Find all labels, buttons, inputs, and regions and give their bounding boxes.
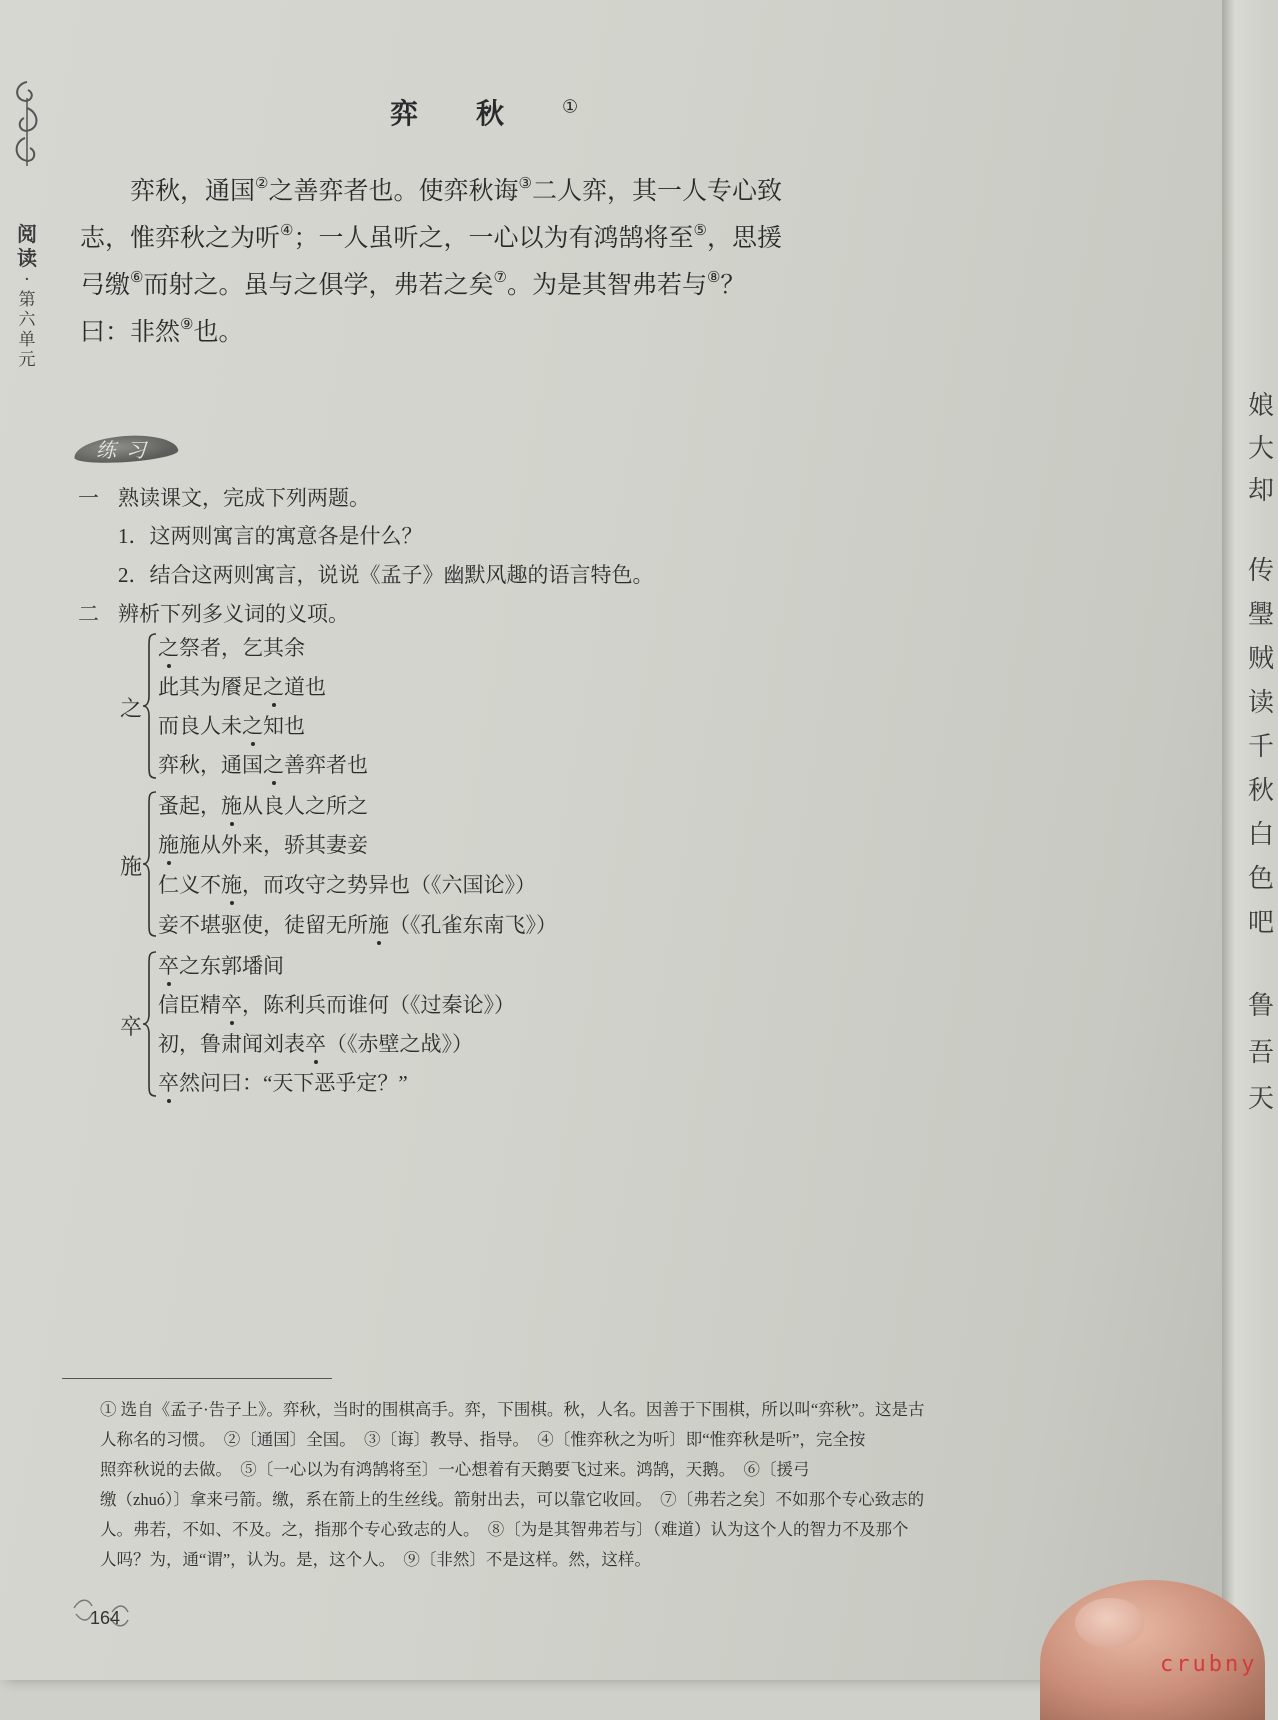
footnote-line: 人称名的习惯。 ②〔通国〕全国。 ③〔诲〕教导、指导。 ④〔惟弈秋之为听〕即“惟弈秋是听”，完全按 [100, 1430, 866, 1449]
group-item: 初，鲁肃闻刘表卒（《赤壁之战》） [158, 1028, 473, 1058]
group-item: 仁义不施，而攻守之势异也（《六国论》） [158, 869, 536, 899]
footnote-line: 人吗？为，通“谓”，认为。是，这个人。 ⑨〔非然〕不是这样。然，这样。 [100, 1550, 651, 1569]
body-line [80, 168, 875, 215]
body-line [80, 215, 875, 262]
fingernail-photo [1075, 1598, 1145, 1648]
footnote-divider [62, 1378, 332, 1379]
group-char: 施 [120, 855, 143, 880]
question-one [78, 482, 370, 512]
exercise-badge-label: 练习 [96, 438, 156, 462]
edge-char: 鲁 [1248, 991, 1275, 1021]
edge-char: 贼 [1248, 644, 1275, 674]
exercise-badge [74, 430, 178, 464]
title-note-marker: ① [562, 96, 579, 118]
title-text: 弈秋 [390, 97, 563, 130]
group-item: 卒之东郭墦间 [158, 950, 284, 980]
edge-char: 传 [1248, 556, 1275, 586]
footnote-line: 缴（zhuó）〕拿来弓箭。缴，系在箭上的生丝线。箭射出去，可以靠它收回。 ⑦〔弗若之矣〕不如那个专心致志的 [100, 1490, 925, 1509]
edge-char: 娘 [1248, 391, 1275, 421]
body-line [80, 262, 875, 309]
footnote-line: ① 选自《孟子·告子上》。弈秋，当时的围棋高手。弈，下围棋。秋，人名。因善于下围棋，所以叫“弈秋”。这是古 [100, 1400, 925, 1419]
edge-char: 读 [1248, 688, 1275, 718]
question-number: 二 [78, 602, 99, 626]
group-item: 卒然问曰：“天下恶乎定？” [158, 1067, 408, 1097]
body-text-segment: 志，惟弈秋之为听 [80, 225, 281, 252]
group-char: 之 [120, 697, 143, 722]
question-text: 辨析下列多义词的义项。 [118, 602, 349, 626]
edge-char: 秋 [1248, 776, 1275, 806]
body-text-segment: ，思援 [706, 225, 782, 252]
question-number: 一 [78, 486, 99, 510]
body-text-segment: 二人弈，其一人专心致 [531, 178, 782, 205]
edge-char: 天 [1248, 1084, 1275, 1114]
group-item: 之祭者，乞其余 [158, 632, 305, 662]
edge-char: 吾 [1248, 1038, 1275, 1068]
footnote-line: 人。弗若，不如、不及。之，指那个专心致志的人。 ⑧〔为是其智弗若与〕（难道）认为这个人的智力不及那个 [100, 1520, 909, 1539]
unit-label-main: 阅读 [17, 222, 37, 270]
note-marker: ④ [280, 223, 294, 239]
edge-char: 大 [1248, 434, 1275, 464]
question-text: 熟读课文，完成下列两题。 [118, 486, 370, 510]
sub-question: 1．这两则寓言的寓意各是什么？ [118, 524, 423, 548]
note-marker: ③ [518, 176, 532, 192]
group-item: 而良人未之知也 [158, 710, 305, 740]
unit-label [16, 222, 38, 370]
body-text-segment: 之善弈者也。使弈秋诲 [268, 178, 519, 205]
footnote-line: 照弈秋说的去做。 ⑤〔一心以为有鸿鹄将至〕一心想着有天鹅要飞过来。鸿鹄，天鹅。 ⑥〔援弓 [100, 1460, 810, 1479]
body-text-segment: 而射之。虽与之俱学，弗若之矣 [143, 272, 494, 299]
body-text-segment: 曰：非然 [80, 319, 181, 346]
body-text-segment: 也。 [193, 319, 244, 346]
note-marker: ⑤ [693, 223, 707, 239]
group-char: 卒 [120, 1015, 143, 1040]
edge-char: 千 [1248, 732, 1275, 762]
group-item: 蚤起，施从良人之所之 [158, 790, 368, 820]
edge-char: 却 [1248, 476, 1275, 506]
sub-question: 2．结合这两则寓言，说说《孟子》幽默风趣的语言特色。 [118, 563, 654, 587]
body-text-segment: ？ [720, 272, 746, 299]
body-paragraph [80, 168, 875, 356]
edge-char: 吧 [1248, 908, 1275, 938]
page-title [390, 92, 578, 132]
brace-icon [142, 950, 158, 1098]
brace-icon [142, 632, 158, 780]
edge-char: 色 [1248, 864, 1275, 894]
note-marker: ⑧ [706, 270, 721, 286]
group-item: 弈秋，通国之善弈者也 [158, 749, 368, 779]
group-item: 施施从外来，骄其妻妾 [158, 829, 368, 859]
body-text-segment: 弓缴 [80, 272, 131, 299]
scroll-ornament-icon [10, 78, 44, 170]
watermark: crubny [1160, 1652, 1258, 1677]
body-line [80, 309, 875, 356]
note-marker: ⑥ [130, 270, 144, 286]
note-marker: ⑦ [493, 270, 507, 286]
edge-char: 璺 [1248, 600, 1275, 630]
page-number: 164 [90, 1608, 121, 1628]
note-marker: ② [255, 176, 269, 192]
footnotes [100, 1395, 1165, 1575]
brace-icon [142, 790, 158, 938]
group-item: 妾不堪驱使，徒留无所施（《孔雀东南飞》） [158, 909, 557, 939]
body-text-segment: 弈秋，通国 [130, 178, 256, 205]
group-item: 信臣精卒，陈利兵而谁何（《过秦论》） [158, 989, 515, 1019]
question-two [78, 598, 349, 628]
next-page-edge [1222, 0, 1275, 1680]
body-text-segment: 。为是其智弗若与 [506, 272, 707, 299]
note-marker: ⑨ [180, 317, 194, 333]
body-text-segment: ；一人虽听之，一心以为有鸿鹄将至 [293, 225, 694, 252]
unit-label-sub: ·第六单元 [18, 270, 36, 370]
edge-char: 白 [1248, 820, 1275, 850]
group-item: 此其为餍足之道也 [158, 671, 326, 701]
